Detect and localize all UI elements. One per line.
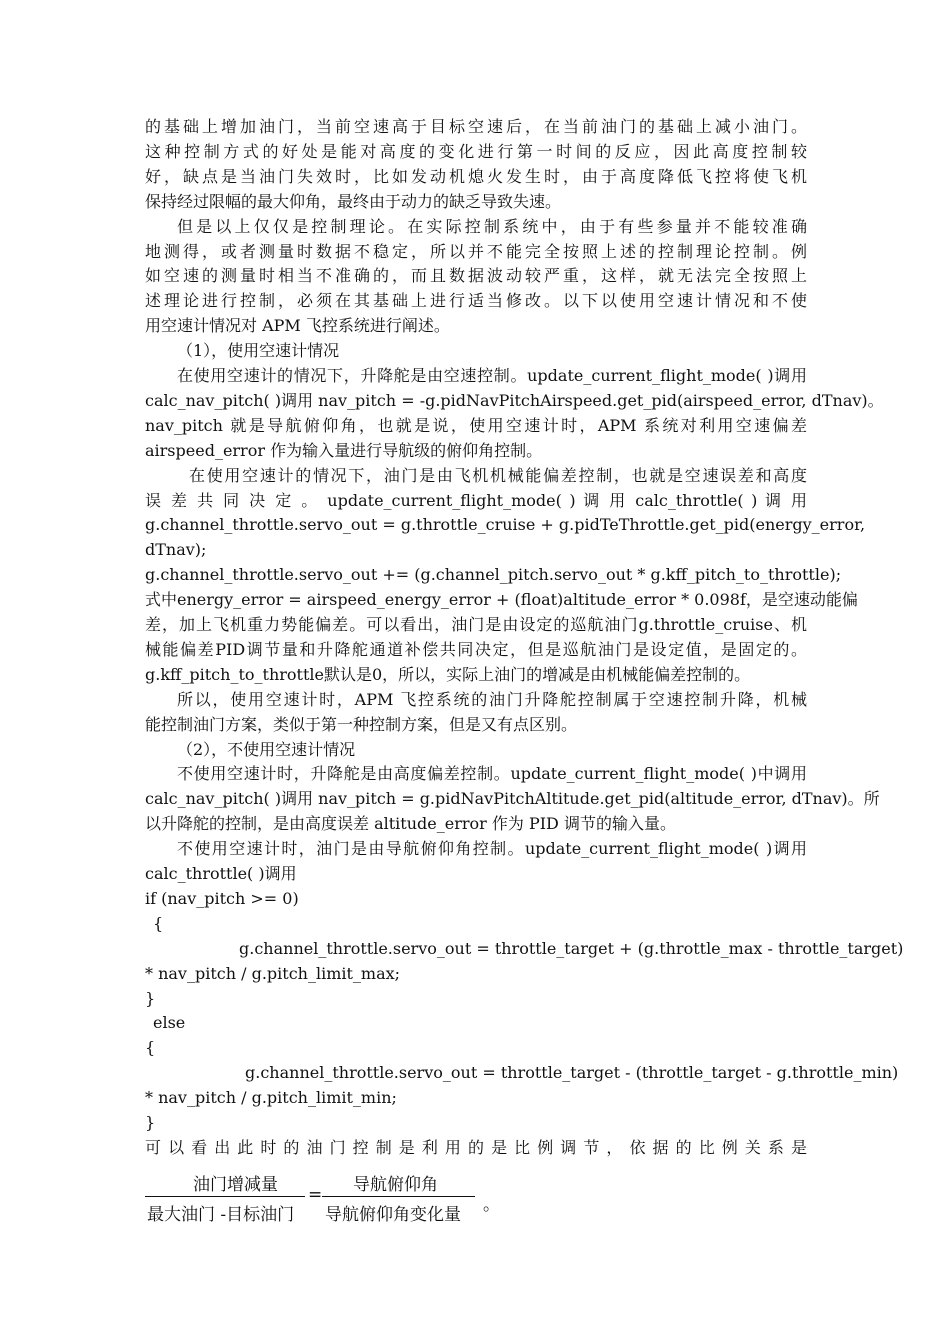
text-line: { [145, 1038, 156, 1058]
text-line: 在使用空速计的情况下，升降舵是由空速控制。update_current_flight_mode( )调用 [177, 366, 807, 385]
text-line: calc_nav_pitch( )调用 nav_pitch = g.pidNavPitchAltitude.get_pid(altitude_error, dTnav)。所 [145, 789, 880, 809]
text-line: g.channel_throttle.servo_out = g.throttle_cruise + g.pidTeThrottle.get_pid(energy_error, [145, 515, 866, 535]
left-fraction-bar [145, 1196, 305, 1197]
text-line: 可 以 看 出 此 时 的 油 门 控 制 是 利 用 的 是 比 例 调 节 ， 依 据 的 比 例 关 系 是 [145, 1137, 807, 1157]
text-line: 如空速的测量时相当不准确的，而且数据波动较严重，这样，就无法完全按照上 [145, 266, 807, 286]
text-line: nav_pitch 就是导航俯仰角，也就是说，使用空速计时，APM 系统对利用空速偏差 [145, 415, 807, 435]
text-line: 误 差 共 同 决 定 。 update_current_flight_mode( ) 调 用 calc_throttle( ) 调 用 [145, 490, 807, 510]
text-line: 这种控制方式的好处是能对高度的变化进行第一时间的反应，因此高度控制较 [145, 141, 807, 161]
text-line: 式中energy_error = airspeed_energy_error + (float)altitude_error * 0.098f，是空速动能偏 [145, 590, 858, 610]
text-line: dTnav); [145, 540, 207, 560]
text-line: g.channel_throttle.servo_out = throttle_target + (g.throttle_max - throttle_target) [239, 938, 904, 958]
text-line: 地测得，或者测量时数据不稳定，所以并不能完全按照上述的控制理论控制。例 [145, 241, 807, 261]
text-line: 用空速计情况对 APM 飞控系统进行阐述。 [145, 316, 450, 336]
text-line: 好，缺点是当油门失效时，比如发动机熄火发生时，由于高度降低飞控将使飞机 [145, 166, 807, 186]
period-mark: 。 [483, 1195, 500, 1215]
text-line: （1），使用空速计情况 [177, 341, 340, 361]
left-numerator: 油门增减量 [193, 1175, 278, 1195]
text-line: 但是以上仅仅是控制理论。在实际控制系统中，由于有些参量并不能较准确 [177, 216, 807, 236]
text-line: 不使用空速计时，油门是由导航俯仰角控制。update_current_flight_mode( )调用 [177, 839, 807, 859]
left-denominator: 最大油门 -目标油门 [147, 1205, 295, 1225]
text-line: else [153, 1013, 186, 1033]
text-line: 的基础上增加油门，当前空速高于目标空速后，在当前油门的基础上减小油门。 [145, 117, 807, 136]
text-line: { [153, 913, 164, 933]
text-line: 械能偏差PID调节量和升降舵通道补偿共同决定，但是巡航油门是设定值，是固定的。 [145, 639, 807, 659]
text-line: 所以，使用空速计时，APM 飞控系统的油门升降舵控制属于空速控制升降，机械 [177, 689, 807, 709]
text-line: 述理论进行控制，必须在其基础上进行适当修改。以下以使用空速计情况和不使 [145, 291, 807, 311]
equals-sign: = [308, 1185, 323, 1205]
text-line: （2），不使用空速计情况 [177, 739, 356, 759]
text-line: if (nav_pitch >= 0) [145, 888, 299, 908]
text-line: } [145, 1113, 156, 1132]
text-line: g.kff_pitch_to_throttle默认是0，所以，实际上油门的增减是由机械能偏差控制的。 [145, 664, 751, 684]
proportion-formula [145, 1168, 565, 1228]
text-line: g.channel_throttle.servo_out = throttle_target - (throttle_target - g.throttle_min) [245, 1063, 899, 1083]
text-line: } [145, 988, 156, 1008]
text-line: 能控制油门方案，类似于第一种控制方案，但是又有点区别。 [145, 714, 578, 734]
text-line: 不使用空速计时，升降舵是由高度偏差控制。update_current_flight_mode( )中调用 [177, 764, 807, 784]
text-line: 保持经过限幅的最大仰角，最终由于动力的缺乏导致失速。 [145, 191, 562, 211]
text-line: calc_nav_pitch( )调用 nav_pitch = -g.pidNavPitchAirspeed.get_pid(airspeed_error, dTnav)。 [145, 390, 884, 410]
text-line: * nav_pitch / g.pitch_limit_max; [145, 963, 401, 983]
right-numerator: 导航俯仰角 [353, 1175, 438, 1195]
right-fraction-bar [322, 1196, 475, 1197]
right-denominator: 导航俯仰角变化量 [325, 1205, 461, 1225]
text-line: 以升降舵的控制，是由高度误差 altitude_error 作为 PID 调节的输入量。 [145, 814, 676, 834]
text-line: 在使用空速计的情况下，油门是由飞机机械能偏差控制，也就是空速误差和高度 [189, 465, 807, 485]
text-line: g.channel_throttle.servo_out += (g.channel_pitch.servo_out * g.kff_pitch_to_throttle); [145, 565, 842, 585]
text-line: * nav_pitch / g.pitch_limit_min; [145, 1088, 397, 1108]
text-line: calc_throttle( )调用 [145, 864, 297, 883]
text-line: airspeed_error 作为输入量进行导航级的俯仰角控制。 [145, 440, 543, 460]
text-line: 差，加上飞机重力势能偏差。可以看出，油门是由设定的巡航油门g.throttle_cruise、机 [145, 615, 807, 634]
